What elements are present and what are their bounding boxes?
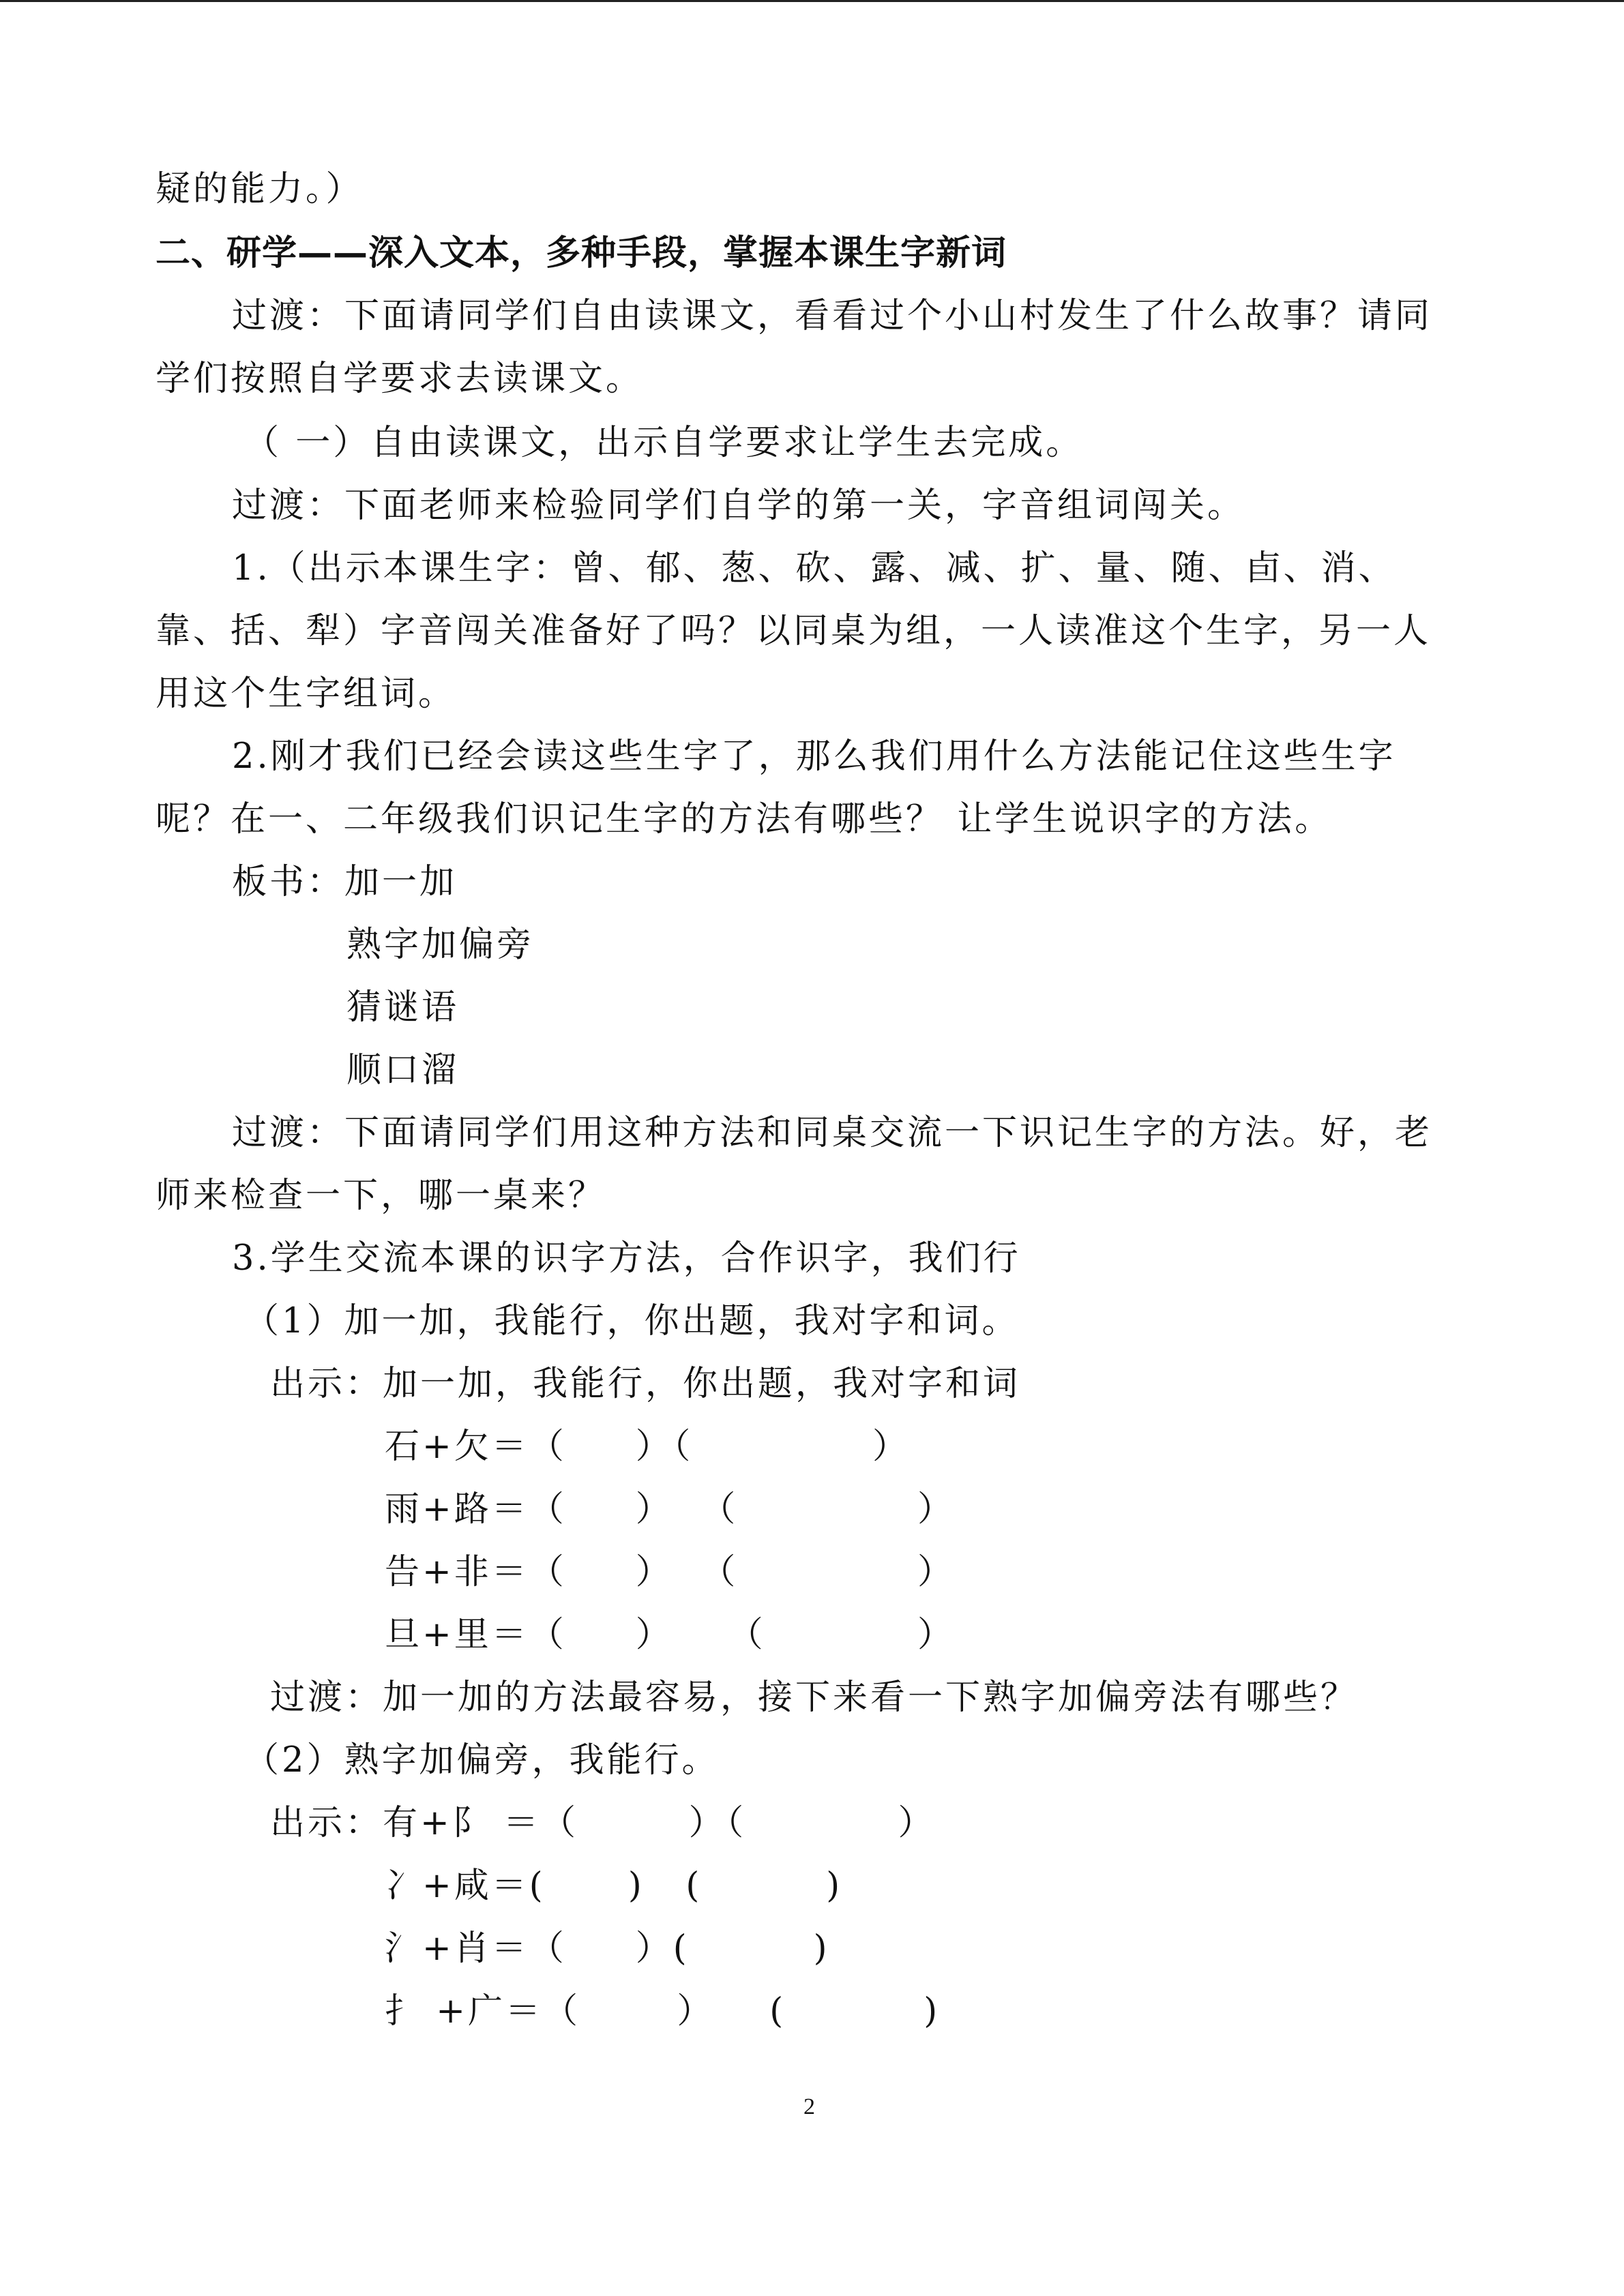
section-heading: 二、研学——深入文本，多种手段，掌握本课生字新词 xyxy=(156,233,1007,273)
text-line: 出示：有+阝 ＝（ ）（ ） xyxy=(270,1803,936,1843)
text-line: 疑的能力。） xyxy=(156,169,364,209)
text-line: 1.（出示本课生字：曾、郁、葱、砍、露、减、扩、量、随、卣、消、 xyxy=(232,548,1396,588)
text-line: 顺口溜 xyxy=(346,1050,460,1090)
text-line: 出示：加一加，我能行，你出题，我对字和词 xyxy=(270,1364,1021,1404)
text-line: 呢？在一、二年级我们识记生字的方法有哪些？ 让学生说识字的方法。 xyxy=(156,799,1333,839)
text-line: 熟字加偏旁 xyxy=(346,925,535,965)
text-line: 告+非＝（ ） （ ） xyxy=(385,1552,955,1592)
text-line: 靠、括、犁）字音闯关准备好了吗？以同桌为组，一人读准这个生字，另一人 xyxy=(156,611,1432,651)
text-line: 冫+咸＝( ) ( ) xyxy=(385,1866,843,1906)
text-line: （ 一）自由读课文，出示自学要求让学生去完成。 xyxy=(244,423,1084,463)
page-number: 2 xyxy=(803,2094,815,2119)
text-line: 过渡：加一加的方法最容易，接下来看一下熟字加偏旁法有哪些？ xyxy=(270,1678,1359,1718)
text-line: 过渡：下面老师来检验同学们自学的第一关，字音组词闯关。 xyxy=(232,486,1245,526)
text-line: 过渡：下面请同学们用这种方法和同桌交流一下识记生字的方法。好，老 xyxy=(232,1113,1433,1153)
text-line: 雨+路＝（ ） （ ） xyxy=(385,1489,955,1530)
text-line: 板书：加一加 xyxy=(232,862,458,902)
text-line: （2）熟字加偏旁，我能行。 xyxy=(244,1740,720,1780)
text-line: 扌 +广＝（ ） ( ) xyxy=(385,1991,941,2031)
top-border xyxy=(0,0,1624,2)
text-line: 3.学生交流本课的识字方法，合作识字，我们行 xyxy=(232,1238,1021,1279)
text-line: 师来检查一下，哪一桌来？ xyxy=(156,1176,606,1216)
text-line: 石+欠＝（ ）（ ） xyxy=(385,1427,911,1467)
text-line: （1）加一加，我能行，你出题，我对字和词。 xyxy=(244,1301,1020,1341)
text-line: 用这个生字组词。 xyxy=(156,674,456,714)
text-line: 学们按照自学要求去读课文。 xyxy=(156,359,644,399)
text-line: 2.刚才我们已经会读这些生字了，那么我们用什么方法能记住这些生字 xyxy=(232,736,1396,777)
text-line: 氵+肖＝（ ）( ) xyxy=(385,1928,830,1969)
text-line: 猜谜语 xyxy=(346,987,460,1028)
text-line: 过渡：下面请同学们自由读课文，看看过个小山村发生了什么故事？请同 xyxy=(232,296,1433,336)
text-line: 旦+里＝（ ） （ ） xyxy=(385,1615,955,1655)
